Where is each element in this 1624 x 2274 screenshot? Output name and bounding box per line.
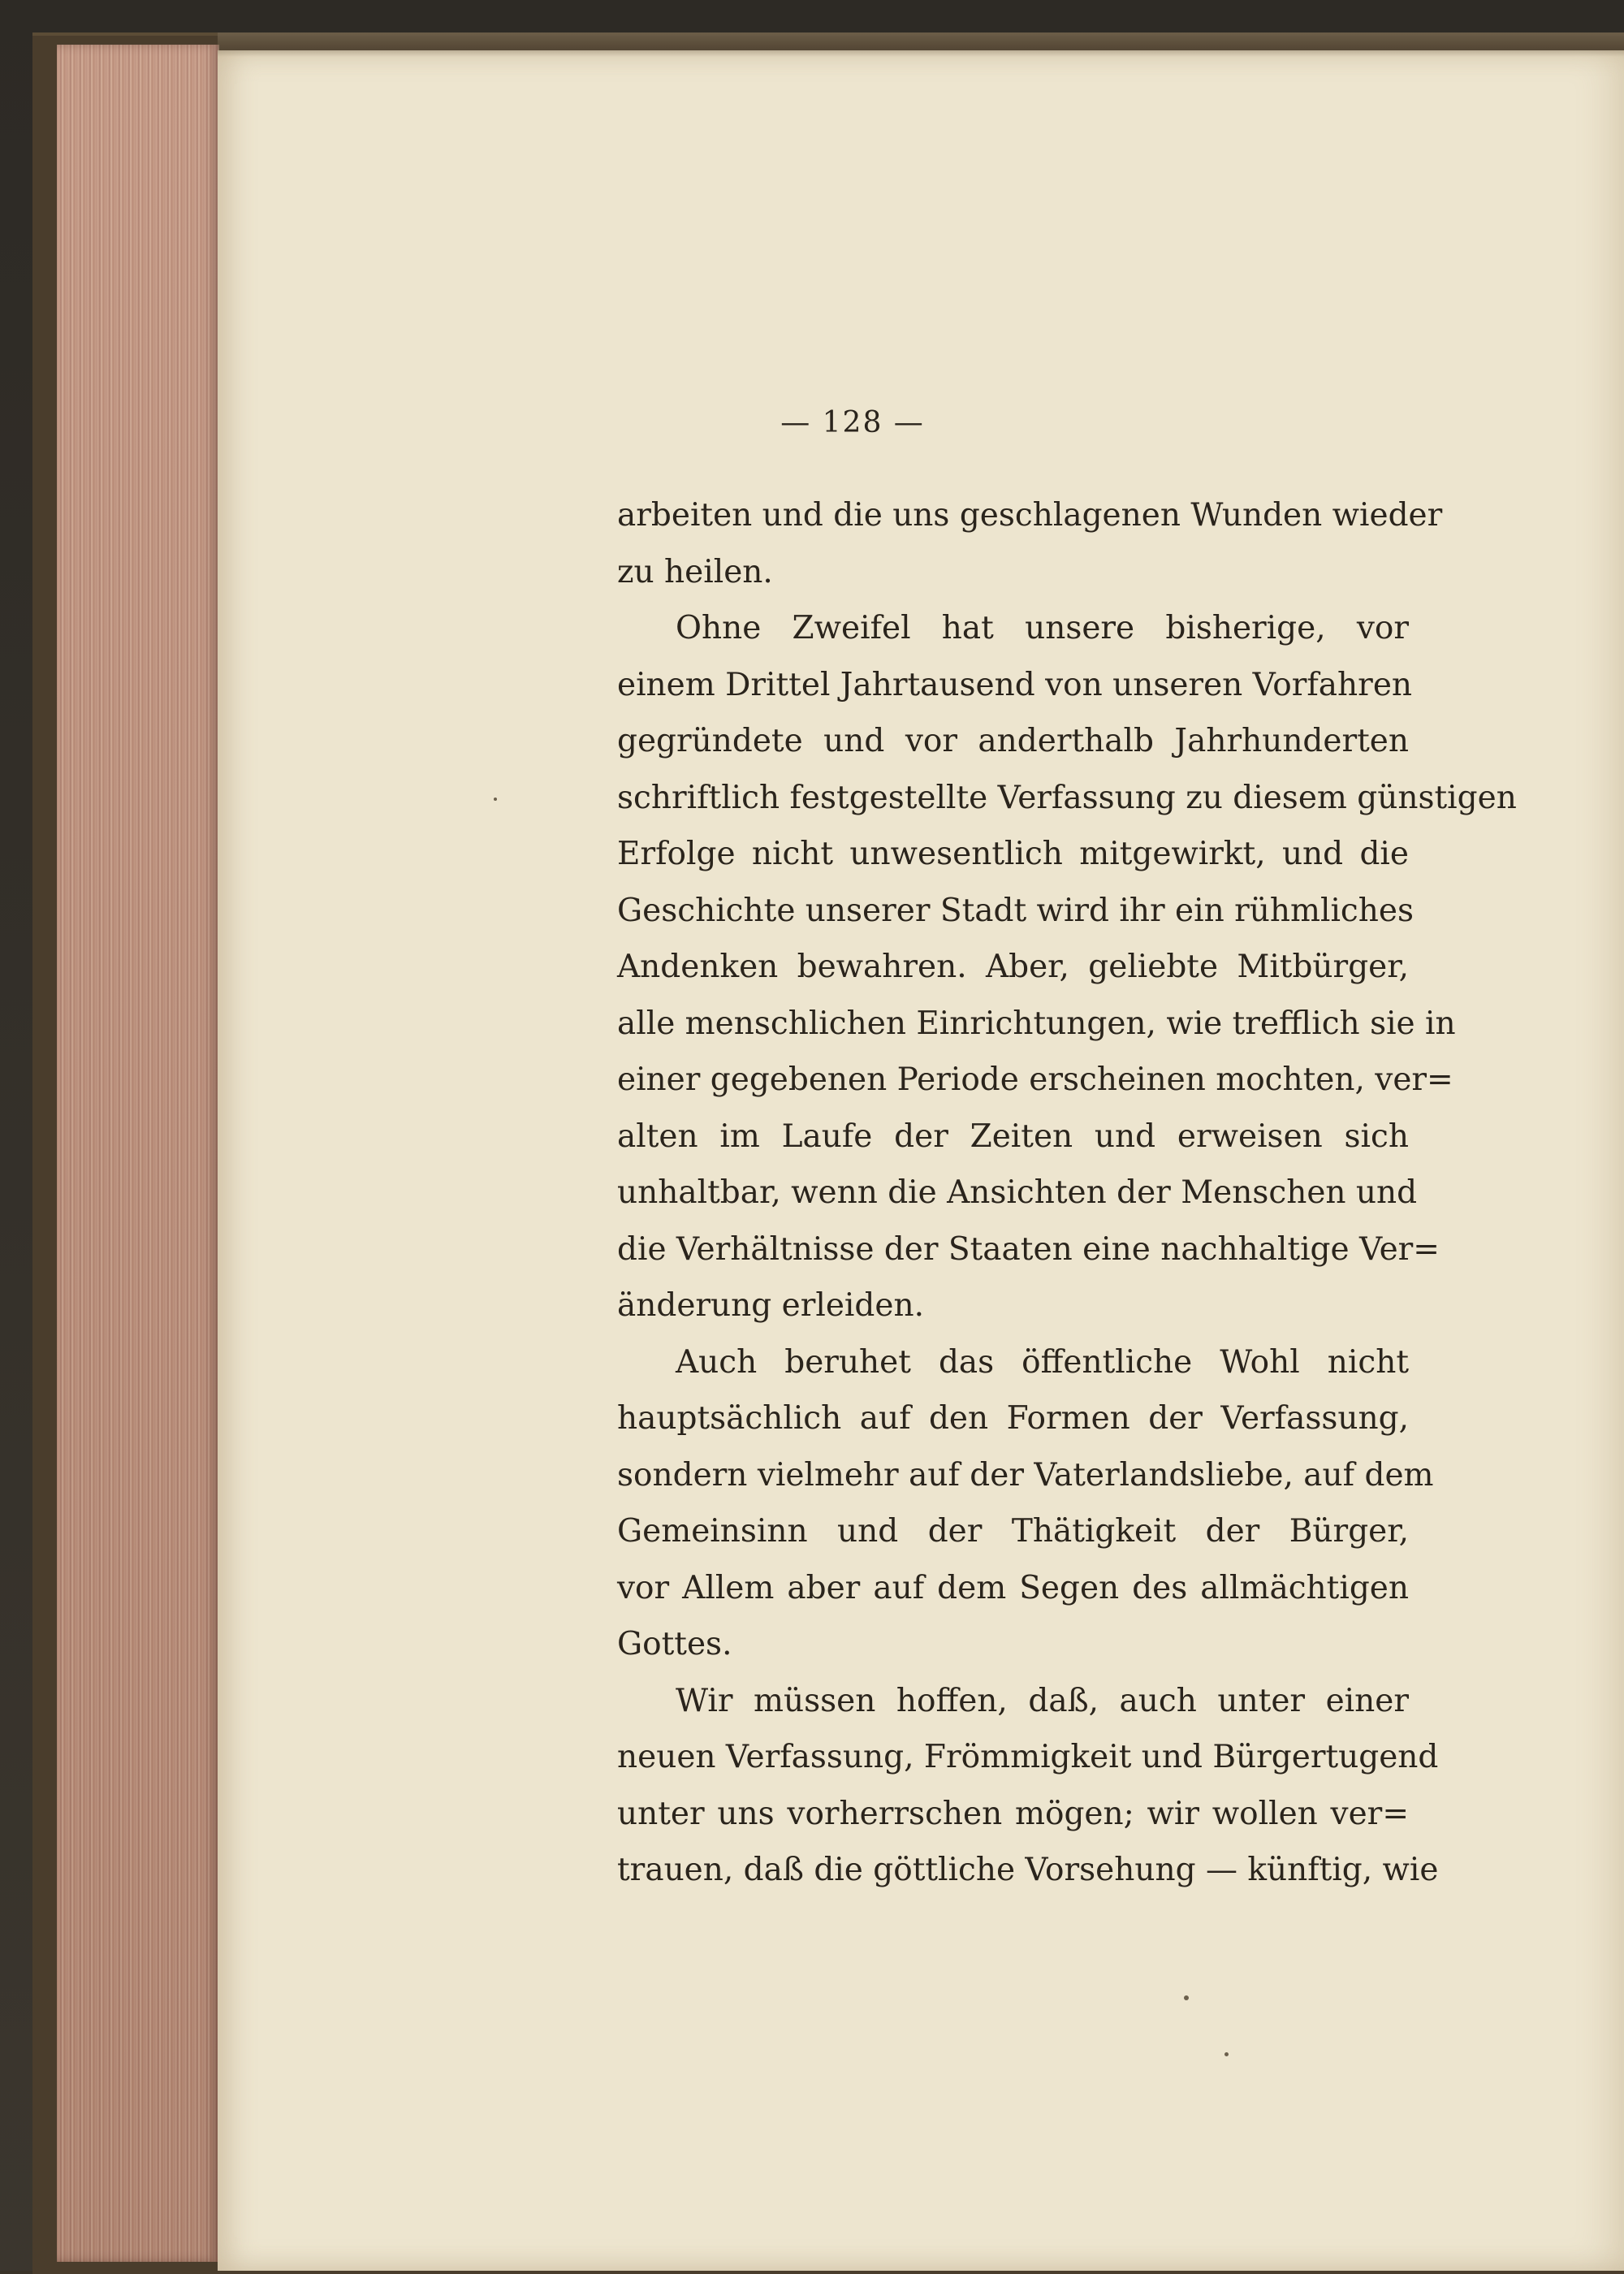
text-line: sondern vielmehr auf der Vaterlandsliebe, auf dem (617, 1456, 1434, 1494)
text-line: Gemeinsinn und der Thätigkeit der Bürger, (617, 1513, 1409, 1550)
paper-speck (1224, 2052, 1229, 2056)
text-line: hauptsächlich auf den Formen der Verfassung, (617, 1400, 1409, 1437)
text-line: zu heilen. (617, 553, 773, 590)
text-line: änderung erleiden. (617, 1287, 924, 1324)
book-page (218, 50, 1624, 2271)
text-line: arbeiten und die uns geschlagenen Wunden wieder (617, 497, 1443, 534)
text-line: trauen, daß die göttliche Vorsehung — künftig, wie (617, 1852, 1439, 1888)
text-line: alle menschlichen Einrichtungen, wie trefflich sie in (617, 1005, 1456, 1042)
page-top-shadow (218, 32, 1624, 57)
text-line: einer gegebenen Periode erscheinen mochten, ver= (617, 1061, 1453, 1098)
text-line: schriftlich festgestellte Verfassung zu diesem günstigen (617, 779, 1517, 816)
paper-speck (1184, 1995, 1189, 2000)
text-line: Wir müssen hoffen, daß, auch unter einer (676, 1682, 1409, 1719)
page-number: — 128 — (780, 406, 925, 439)
text-block (617, 406, 1517, 1899)
page-edges (57, 45, 219, 2262)
text-line: unhaltbar, wenn die Ansichten der Menschen und (617, 1174, 1418, 1211)
text-line: Auch beruhet das öffentliche Wohl nicht (676, 1343, 1409, 1381)
text-line: Gottes. (617, 1626, 732, 1662)
paper-speck (494, 798, 497, 801)
text-line: vor Allem aber auf dem Segen des allmächtigen (617, 1569, 1409, 1606)
text-line: die Verhältnisse der Staaten eine nachhaltige Ver= (617, 1230, 1440, 1268)
text-line: unter uns vorherrschen mögen; wir wollen ver= (617, 1795, 1409, 1832)
text-line: Andenken bewahren. Aber, geliebte Mitbürger, (617, 949, 1409, 985)
text-line: gegründete und vor anderthalb Jahrhunderten (617, 723, 1409, 759)
text-line: Ohne Zweifel hat unsere bisherige, vor (676, 610, 1409, 646)
text-line: einem Drittel Jahrtausend von unseren Vorfahren (617, 666, 1413, 703)
text-line: Erfolge nicht unwesentlich mitgewirkt, und die (617, 836, 1409, 872)
text-line: neuen Verfassung, Frömmigkeit und Bürgertugend (617, 1739, 1439, 1775)
text-line: Geschichte unserer Stadt wird ihr ein rühmliches (617, 892, 1414, 929)
text-line: alten im Laufe der Zeiten und erweisen sich (617, 1118, 1409, 1155)
